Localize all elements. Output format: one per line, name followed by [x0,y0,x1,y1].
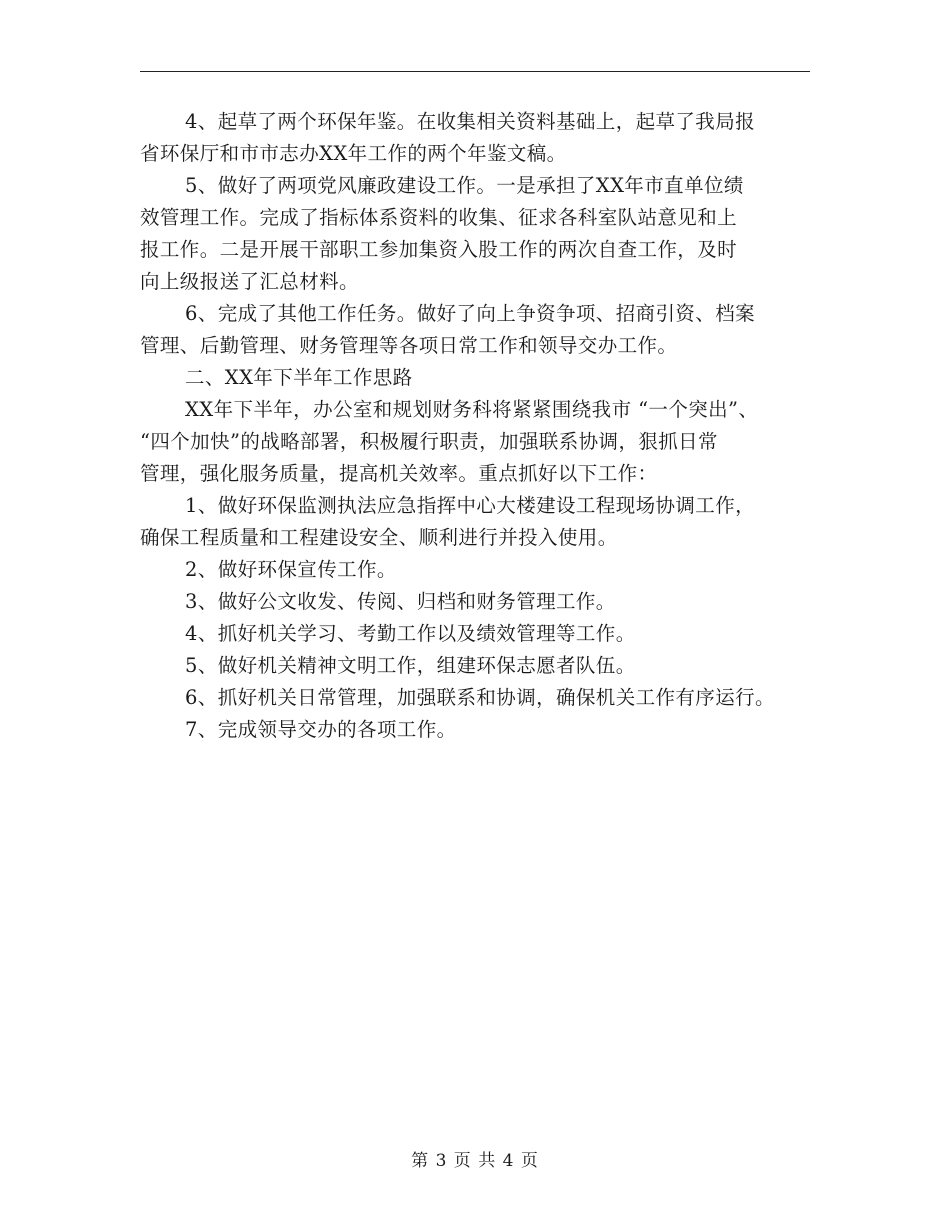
text-line: 2、做好环保宣传工作。 [185,558,397,581]
page-number: 第 3 页 共 4 页 [411,1151,539,1171]
document-body [140,106,820,746]
text-line: 5、做好了两项党风廉政建设工作。一是承担了XX年市直单位绩 [185,174,744,197]
text-line: 向上级报送了汇总材料。 [140,270,359,293]
text-line: 报工作。二是开展干部职工参加集资入股工作的两次自查工作，及时 [140,238,738,261]
text-line: 效管理工作。完成了指标体系资料的收集、征求各科室队站意见和上 [140,206,738,229]
text-line: 二、XX年下半年工作思路 [185,366,413,389]
text-line: 3、做好公文收发、传阅、归档和财务管理工作。 [185,590,616,613]
header-rule [140,71,810,72]
text-line: 5、做好机关精神文明工作，组建环保志愿者队伍。 [185,654,636,677]
text-line: 6、抓好机关日常管理，加强联系和协调，确保机关工作有序运行。 [185,686,775,709]
text-line: 省环保厅和市市志办XX年工作的两个年鉴文稿。 [140,142,567,165]
text-line: XX年下半年，办公室和规划财务科将紧紧围绕我市 “一个突出”、 [185,398,759,421]
text-line: 4、抓好机关学习、考勤工作以及绩效管理等工作。 [185,622,636,645]
text-line: “四个加快”的战略部署，积极履行职责，加强联系协调，狠抓日常 [140,430,718,453]
text-line: 1、做好环保监测执法应急指挥中心大楼建设工程现场协调工作， [185,494,756,517]
text-line: 7、完成领导交办的各项工作。 [185,718,457,741]
text-line: 确保工程质量和工程建设安全、顺利进行并投入使用。 [140,526,618,549]
text-line: 管理、后勤管理、财务管理等各项日常工作和领导交办工作。 [140,334,678,357]
text-line: 4、起草了两个环保年鉴。在收集相关资料基础上，起草了我局报 [185,110,756,133]
text-line: 管理，强化服务质量，提高机关效率。重点抓好以下工作： [140,462,658,485]
text-line: 6、完成了其他工作任务。做好了向上争资争项、招商引资、档案 [185,302,756,325]
